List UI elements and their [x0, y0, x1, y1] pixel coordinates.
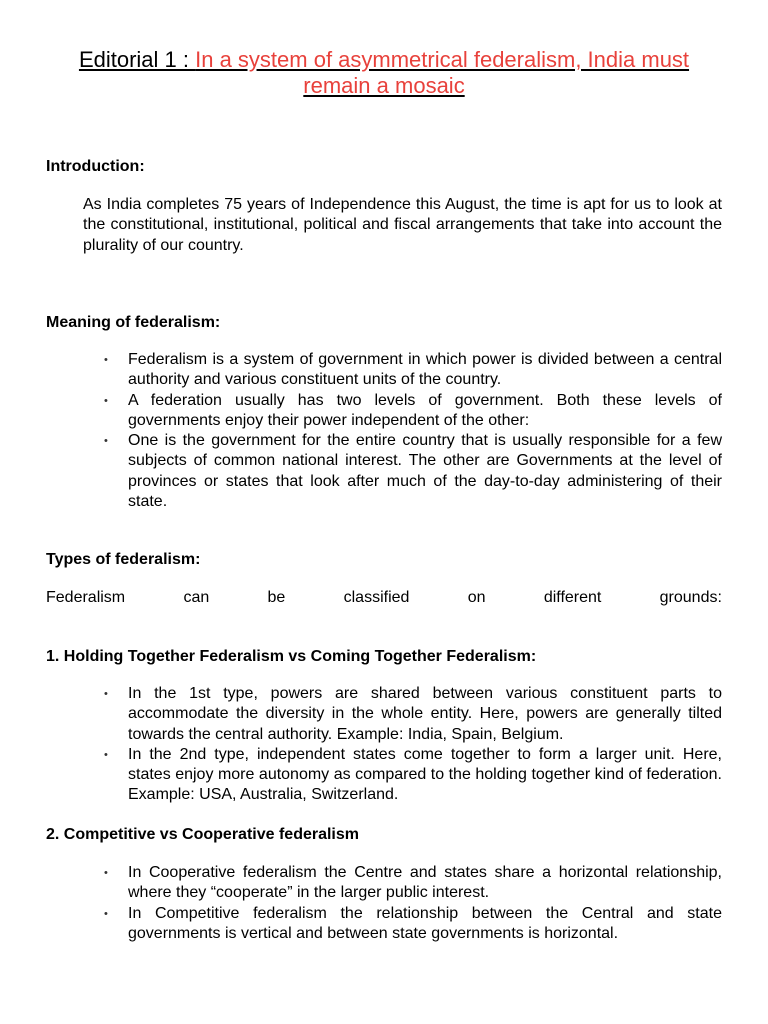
document-title [46, 47, 722, 99]
types-heading: Types of federalism: [46, 551, 201, 568]
types-intro-word: different [543, 589, 602, 606]
list-item: • In Cooperative federalism the Centre and states share a horizontal relationship, where they “cooperate” in the larger public interest. [128, 863, 722, 904]
list-item: • In Competitive federalism the relationship between the Central and state governments is vertical and between state governments is horizontal. [128, 904, 722, 945]
list-item: • A federation usually has two levels of government. Both these levels of governments enjoy their power independent of the other: [128, 391, 722, 432]
list-item: • In the 2nd type, independent states come together to form a larger unit. Here, states enjoy more autonomy as compared to the holding together kind of federation. Example: USA, Australia, Switzerland. [128, 745, 722, 806]
introduction-heading: Introduction: [46, 158, 145, 175]
types-intro-word: classified [343, 589, 410, 606]
title-headline: In a system of asymmetrical federalism, India must remain a mosaic [195, 47, 690, 98]
title-prefix: Editorial 1 : [78, 47, 196, 72]
section1-heading: 1. Holding Together Federalism vs Coming Together Federalism: [46, 648, 537, 665]
list-item: • One is the government for the entire country that is usually responsible for a few subjects of common national interest. The other are Governments at the level of provinces or states that look after much of the day-to-day administering of their state. [128, 431, 722, 512]
types-intro-word: on [467, 589, 486, 606]
types-intro-word: be [267, 589, 286, 606]
types-intro-word: can [183, 589, 210, 606]
section1-bullet-list [128, 684, 722, 806]
types-intro-word: grounds: [659, 589, 722, 606]
types-intro-line [46, 588, 722, 608]
meaning-bullet-list [128, 350, 722, 512]
section2-bullet-list [128, 863, 722, 944]
list-item: • In the 1st type, powers are shared between various constituent parts to accommodate the diversity in the whole entity. Here, powers are generally tilted towards the central authority. Example: India, Spain, Belgium. [128, 684, 722, 745]
meaning-heading: Meaning of federalism: [46, 314, 221, 331]
types-intro-word: Federalism [46, 589, 126, 606]
section2-heading: 2. Competitive vs Cooperative federalism [46, 826, 359, 843]
list-item: • Federalism is a system of government in which power is divided between a central authority and various constituent units of the country. [128, 350, 722, 391]
introduction-text: As India completes 75 years of Independence this August, the time is apt for us to look at the constitutional, institutional, political and fiscal arrangements that take into account the plurality of our country. [83, 196, 722, 254]
